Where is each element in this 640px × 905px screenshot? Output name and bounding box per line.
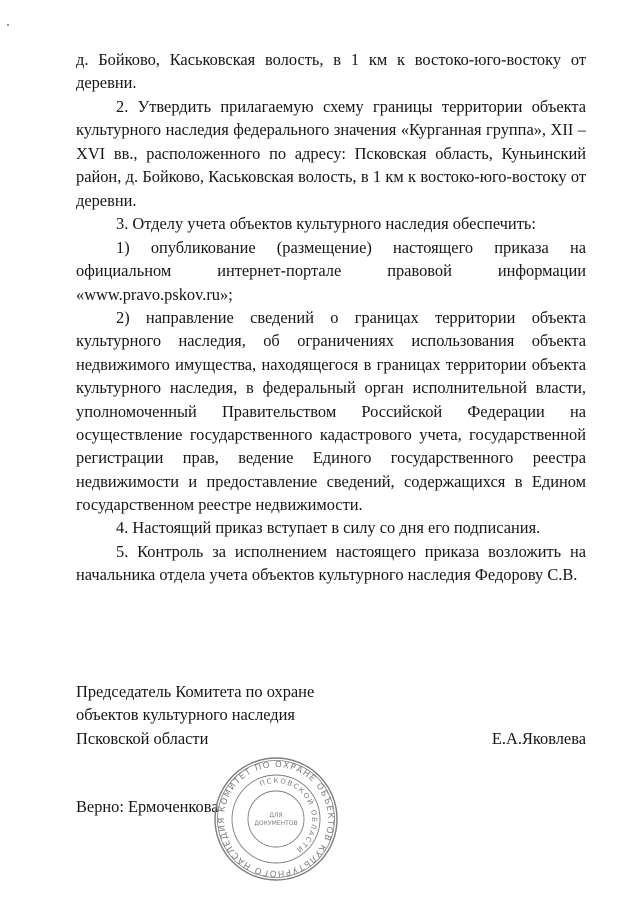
official-stamp-seal — [212, 755, 340, 883]
signature-block — [76, 680, 586, 750]
signatory-name: Е.А.Яковлева — [491, 728, 586, 748]
svg-text:ПСКОВСКОЙ ОБЛАСТИ — [259, 777, 318, 854]
paragraph-item-4: 4. Настоящий приказ вступает в силу со дня его подписания. — [116, 518, 541, 537]
signature-line — [76, 727, 586, 750]
paragraph-continuation: д. Бойково, Каськовская волость, в 1 км к востоко-юго-востоку от деревни. — [76, 50, 586, 93]
stamp-center-line-1: ДЛЯ — [269, 812, 283, 819]
paragraph-item-2: 2. Утвердить прилагаемую схему границы территории объекта культурного наследия федерального значения «Курганная группа», XII – XVI вв., расположенного по адресу: Псковская область, Куньинский район, д. Бойково, Каськовская волость, в 1 км к востоко-юго-востоку от деревни. — [76, 97, 586, 210]
signature-position-line-2: объектов культурного наследия — [76, 705, 295, 725]
paragraph-subitem-2: 2) направление сведений о границах территории объекта культурного наследия, об ограничениях использования объекта недвижимого имущества, находящегося в границах территории объекта культурного наследия, в федеральный орган исполнительной власти, уполномоченный Правительством Российской Федерации на осуществление государственного кадастрового учета, государственной регистрации прав, ведение Единого государственного реестра недвижимости и предоставление сведений, содержащихся в Едином государственном реестре недвижимости. — [76, 308, 586, 515]
verno-attestation: Верно: Ермоченкова — [76, 797, 219, 816]
paragraph-subitem-1: 1) опубликование (размещение) настоящего приказа на официальном интернет-портале правовой информации «www.pravo.pskov.ru»; — [76, 238, 586, 304]
signature-position-line-3: Псковской области — [76, 728, 209, 748]
paragraph-item-5: 5. Контроль за исполнением настоящего приказа возложить на начальника отдела учета объектов культурного наследия Федорову С.В. — [76, 542, 586, 585]
signature-position-line-1: Председатель Комитета по охране — [76, 682, 315, 701]
stamp-outer-text: КОМИТЕТ ПО ОХРАНЕ ОБЪЕКТОВ КУЛЬТУРНОГО НАСЛЕДИЯ — [216, 759, 336, 879]
stamp-center-line-2: ДОКУМЕНТОВ — [254, 820, 298, 827]
paragraph-item-3: 3. Отделу учета объектов культурного наследия обеспечить: — [116, 214, 536, 233]
stamp-inner-text: ПСКОВСКОЙ ОБЛАСТИ — [258, 776, 319, 855]
scan-speck — [7, 24, 9, 26]
